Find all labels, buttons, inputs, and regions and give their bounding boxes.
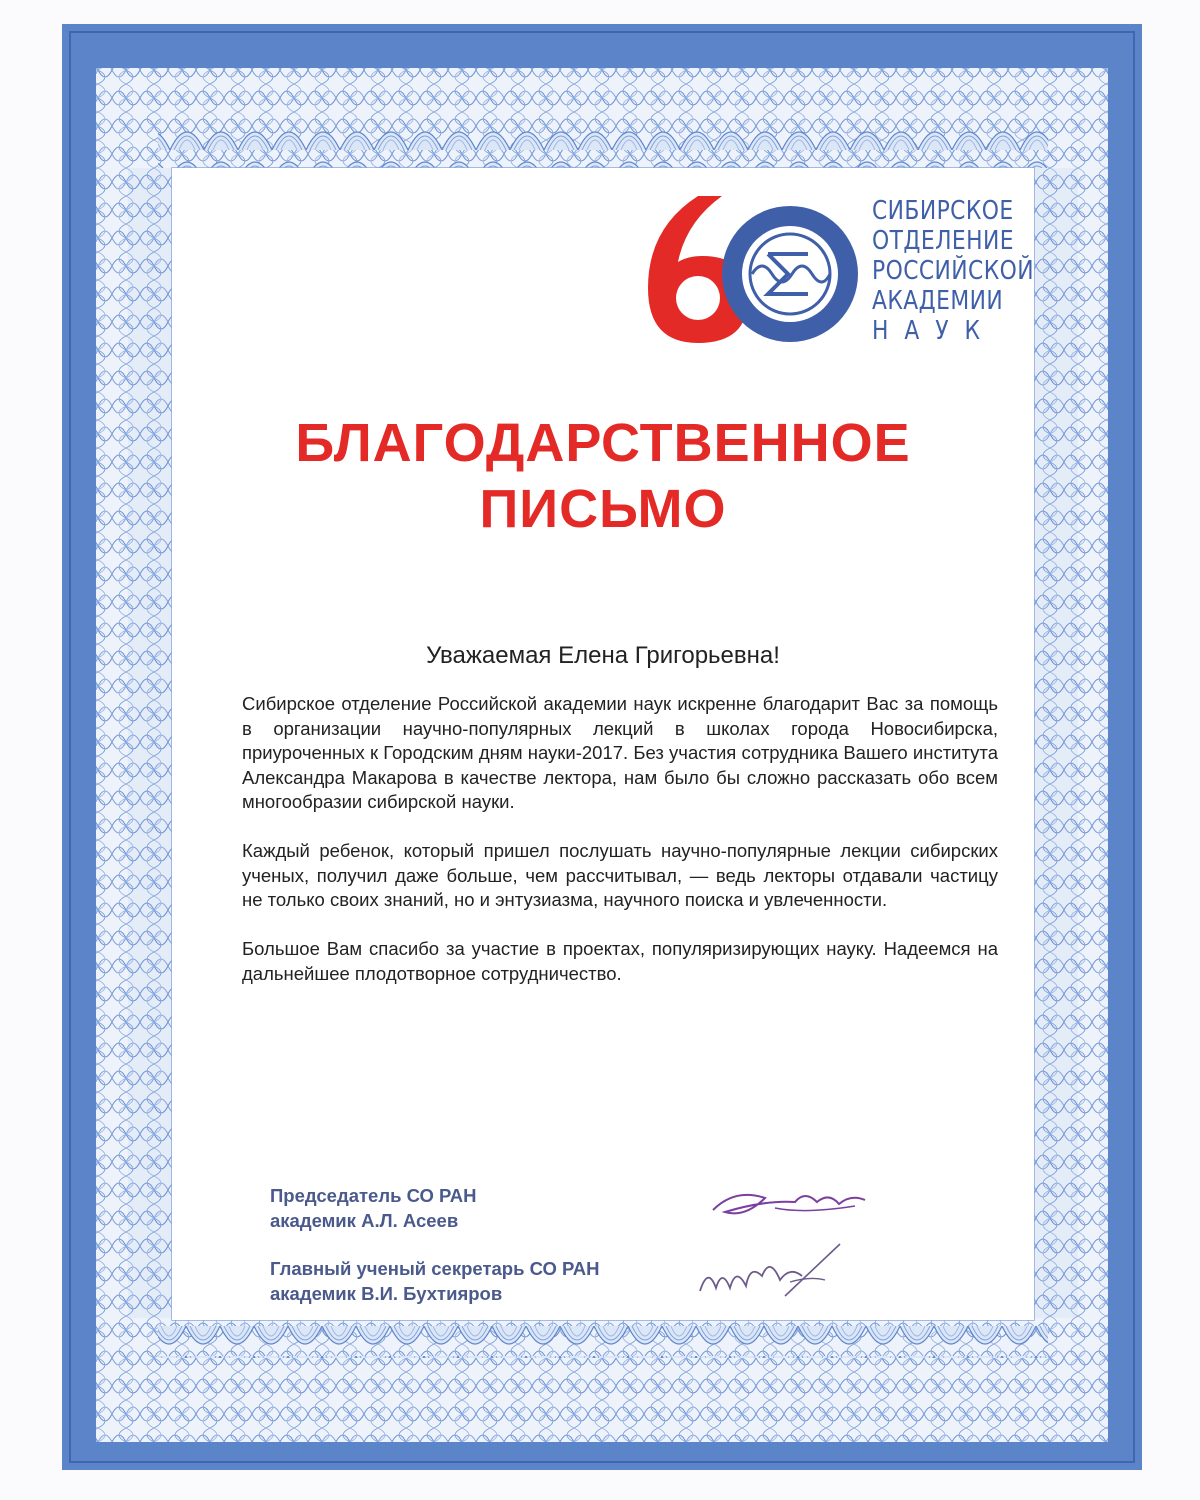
logo-text-line-4: АКАДЕМИИ — [872, 286, 1004, 316]
signatory-2 — [270, 1256, 599, 1306]
title-line-1: БЛАГОДАРСТВЕННОЕ — [295, 413, 911, 473]
logo-text-line-1: СИБИРСКОЕ — [872, 196, 1014, 226]
signatory-position: Главный ученый секретарь СО РАН — [270, 1258, 600, 1279]
logo-text-line-2: ОТДЕЛЕНИЕ — [872, 226, 1014, 256]
signatory-position: Председатель СО РАН — [270, 1185, 477, 1206]
logo-text-line-3: РОССИЙСКОЙ — [872, 256, 1035, 286]
letter-body — [242, 692, 998, 1011]
title-line-2: ПИСЬМО — [479, 479, 727, 539]
signatory-name: академик А.Л. Асеев — [270, 1210, 459, 1231]
sb-ras-60-logo — [640, 188, 1035, 348]
signatory-1 — [270, 1183, 476, 1233]
signatory-name: академик В.И. Бухтияров — [270, 1283, 503, 1304]
paragraph: Каждый ребенок, который пришел послушать научно-популярные лекции сибирских ученых, получил даже больше, чем рассчитывал, — ведь лекторы отдавали частицу не только своих знаний, но и энтузиазма, научного поиска и увлеченности. — [242, 840, 998, 910]
greeting: Уважаемая Елена Григорьевна! — [426, 642, 780, 669]
paragraph: Большое Вам спасибо за участие в проектах, популяризирующих науку. Надеемся на дальнейшее плодотворное сотрудничество. — [242, 938, 998, 984]
handwritten-signature-2 — [690, 1236, 850, 1306]
handwritten-signature-1 — [705, 1180, 875, 1230]
sigma-wave-emblem-icon — [722, 206, 858, 342]
paragraph: Сибирское отделение Российской академии наук искренне благодарит Вас за помощь в организации научно-популярных лекций в школах города Новосибирска, приуроченных к Городским дням науки-2017. Без участия сотрудника Вашего института Александра Макарова в качестве лектора, нам было бы сложно рассказать обо всем многообразии сибирской науки. — [242, 693, 998, 812]
logo-text-line-5: НАУК — [872, 316, 997, 346]
letter-title — [172, 410, 1034, 542]
